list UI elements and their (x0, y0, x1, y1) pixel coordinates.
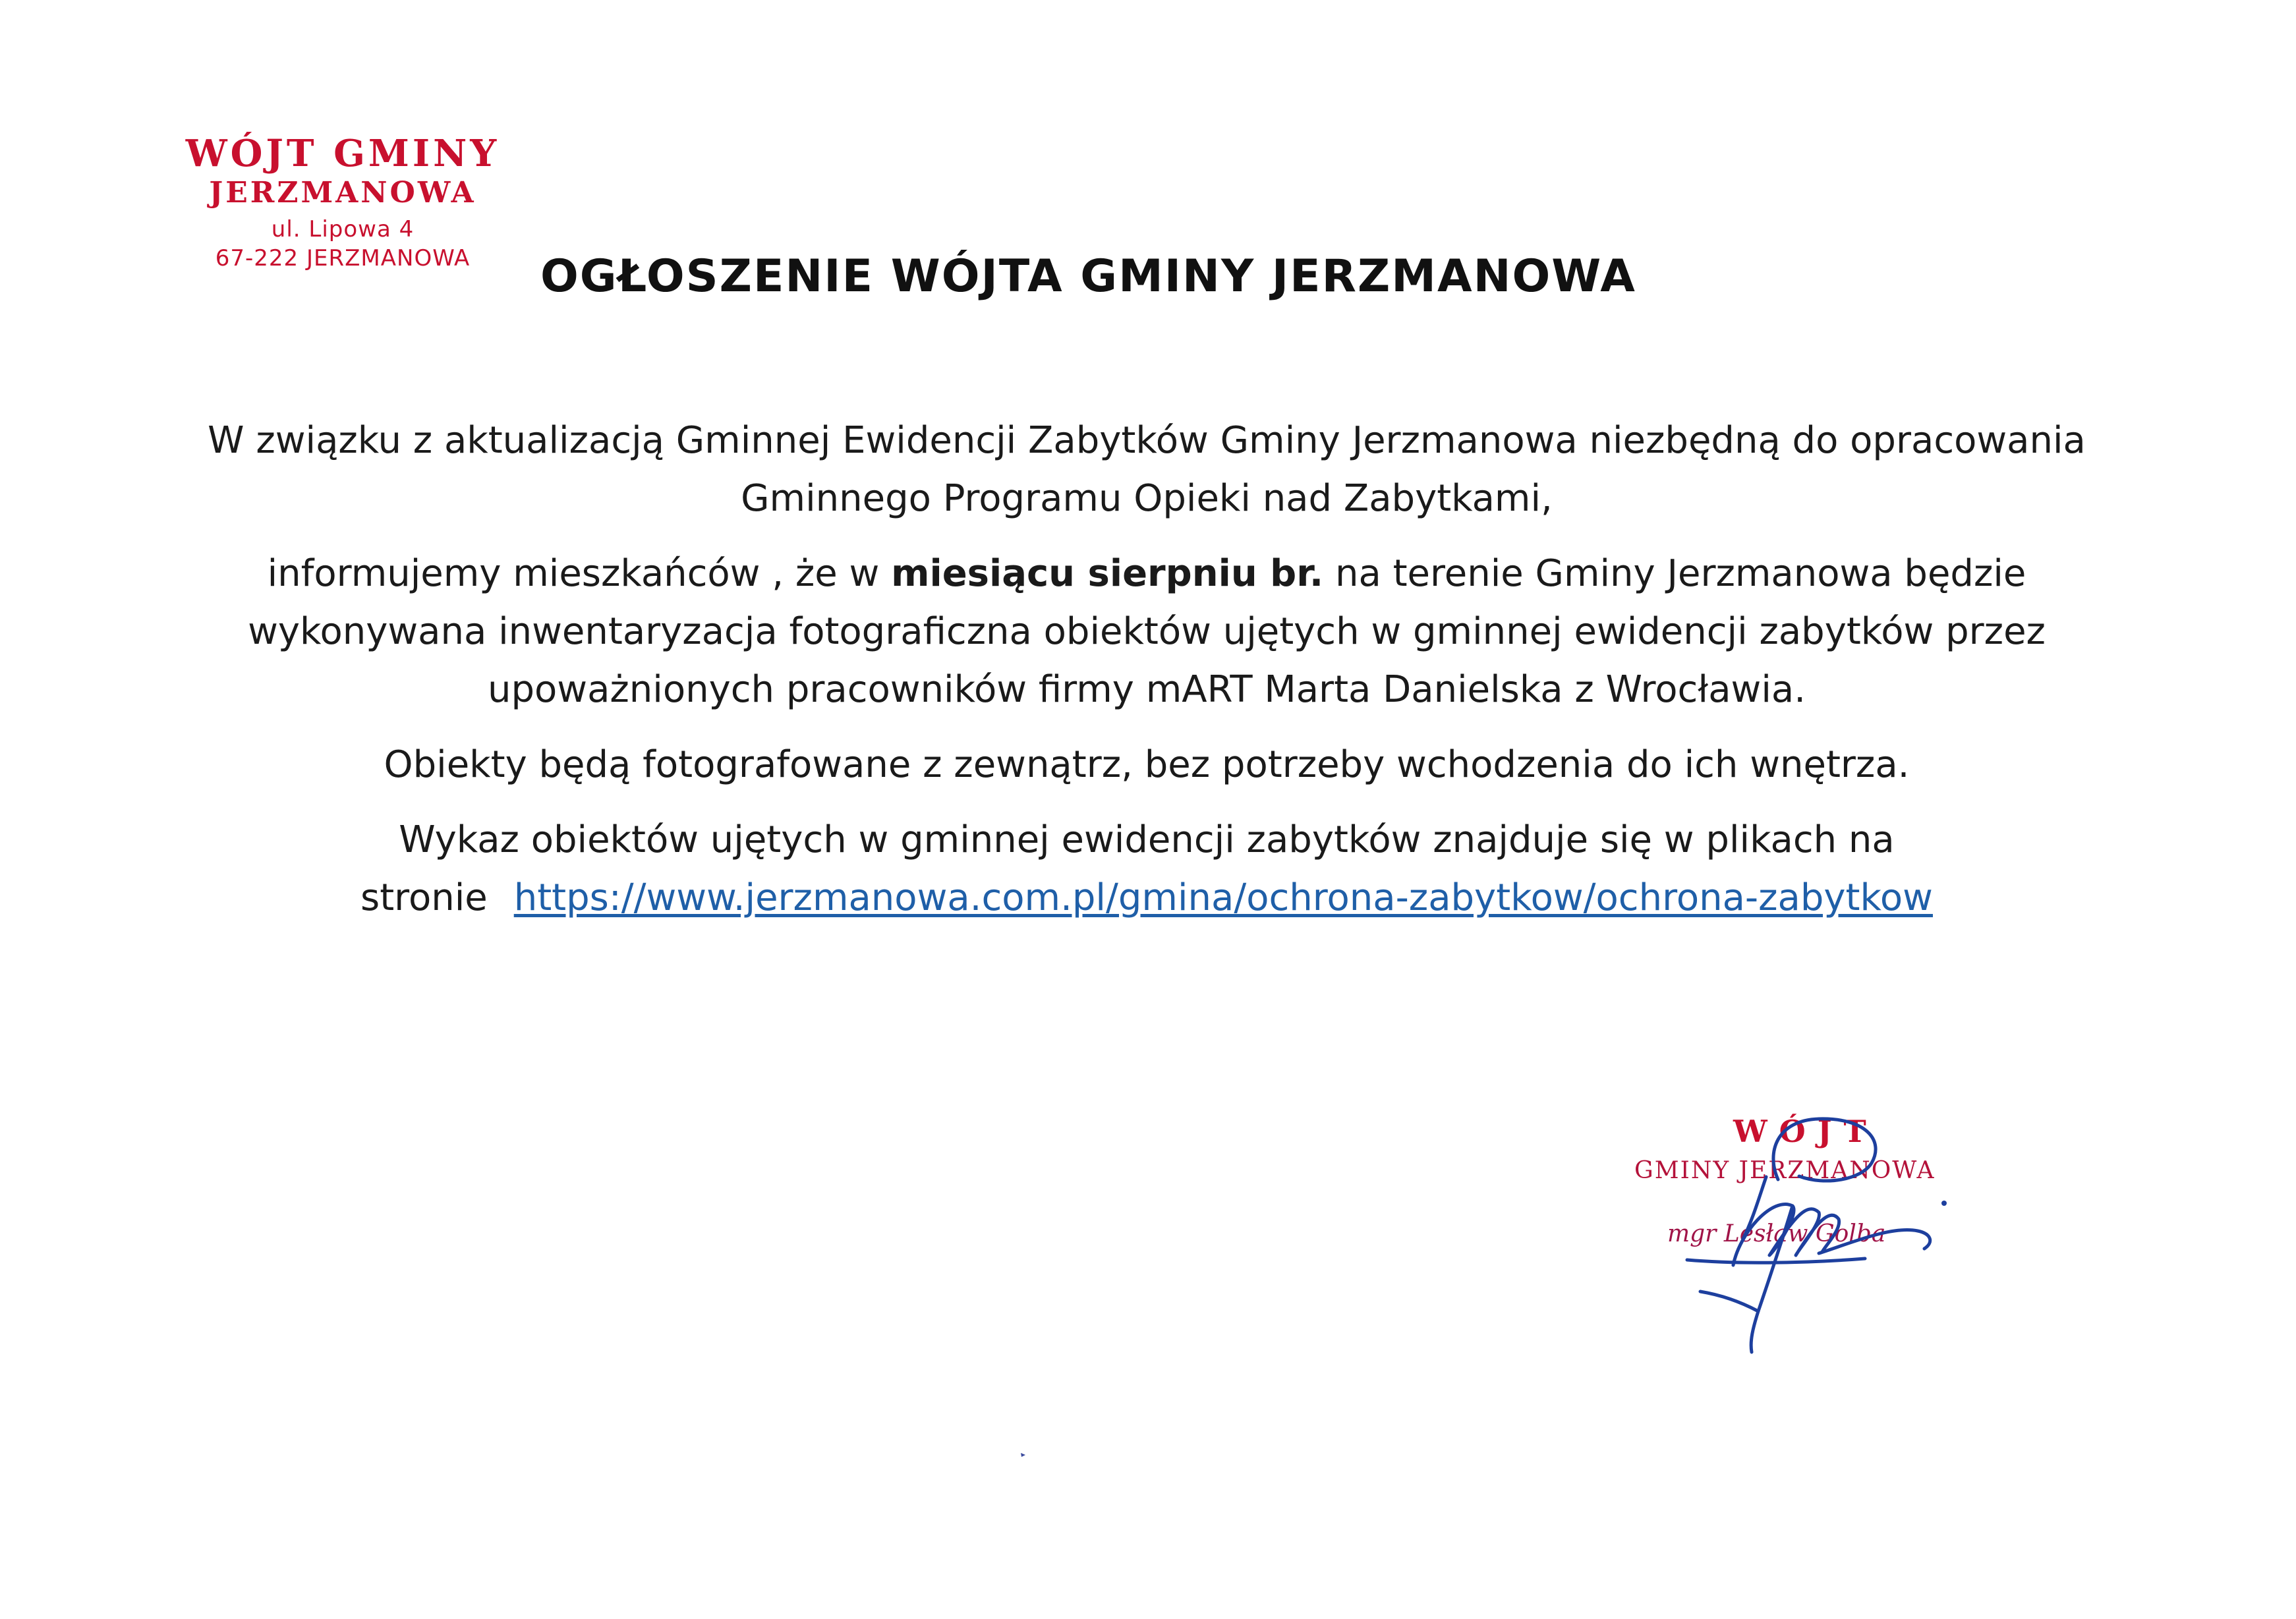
handwritten-signature (1601, 1114, 1997, 1364)
announcement-body (171, 412, 2122, 944)
paragraph-list-text: Wykaz obiektów ujętych w gminnej ewidencji zabytków znajduje się w plikach na stronie (360, 818, 1895, 919)
letterhead-stamp (165, 132, 521, 273)
page-title: OGŁOSZENIE WÓJTA GMINY JERZMANOWA (540, 250, 1636, 302)
letterhead-title: WÓJT GMINY (185, 132, 500, 175)
heritage-list-link[interactable]: https://www.jerzmanowa.com.pl/gmina/ochrona-zabytkow/ochrona-zabytkow (513, 876, 1933, 919)
paragraph-inventory-start: informujemy mieszkańców , że w (267, 552, 892, 595)
paragraph-intro: W związku z aktualizacją Gminnej Ewidencji Zabytków Gminy Jerzmanowa niezbędną do opracowania Gminnego Programu Opieki nad Zabytkami, (208, 419, 2086, 520)
signature-stamp (1601, 1114, 1997, 1364)
scan-mark (1020, 1452, 1027, 1458)
paragraph-inventory-date: miesiącu sierpniu br. (891, 552, 1324, 595)
signature-stamp-name: mgr Lesław Golba (1667, 1220, 1886, 1247)
letterhead-city: 67-222 JERZMANOWA (215, 245, 471, 271)
paragraph-inventory (171, 545, 2122, 719)
letterhead-name: JERZMANOWA (209, 176, 476, 210)
paragraph-inventory-end: na terenie Gminy Jerzmanowa będzie wykonywana inwentaryzacja fotograficzna obiektów ujętych w gminnej ewidencji zabytków przez upoważnionych pracowników firmy mART Marta Danielska z Wrocławia. (248, 552, 2046, 711)
letterhead-street: ul. Lipowa 4 (271, 216, 415, 242)
paragraph-list (171, 811, 2122, 927)
signature-stamp-title: WÓJT (1733, 1114, 1878, 1149)
signature-stamp-org: GMINY JERZMANOWA (1634, 1157, 1936, 1184)
paragraph-exterior: Obiekty będą fotografowane z zewnątrz, bez potrzeby wchodzenia do ich wnętrza. (384, 743, 1910, 786)
